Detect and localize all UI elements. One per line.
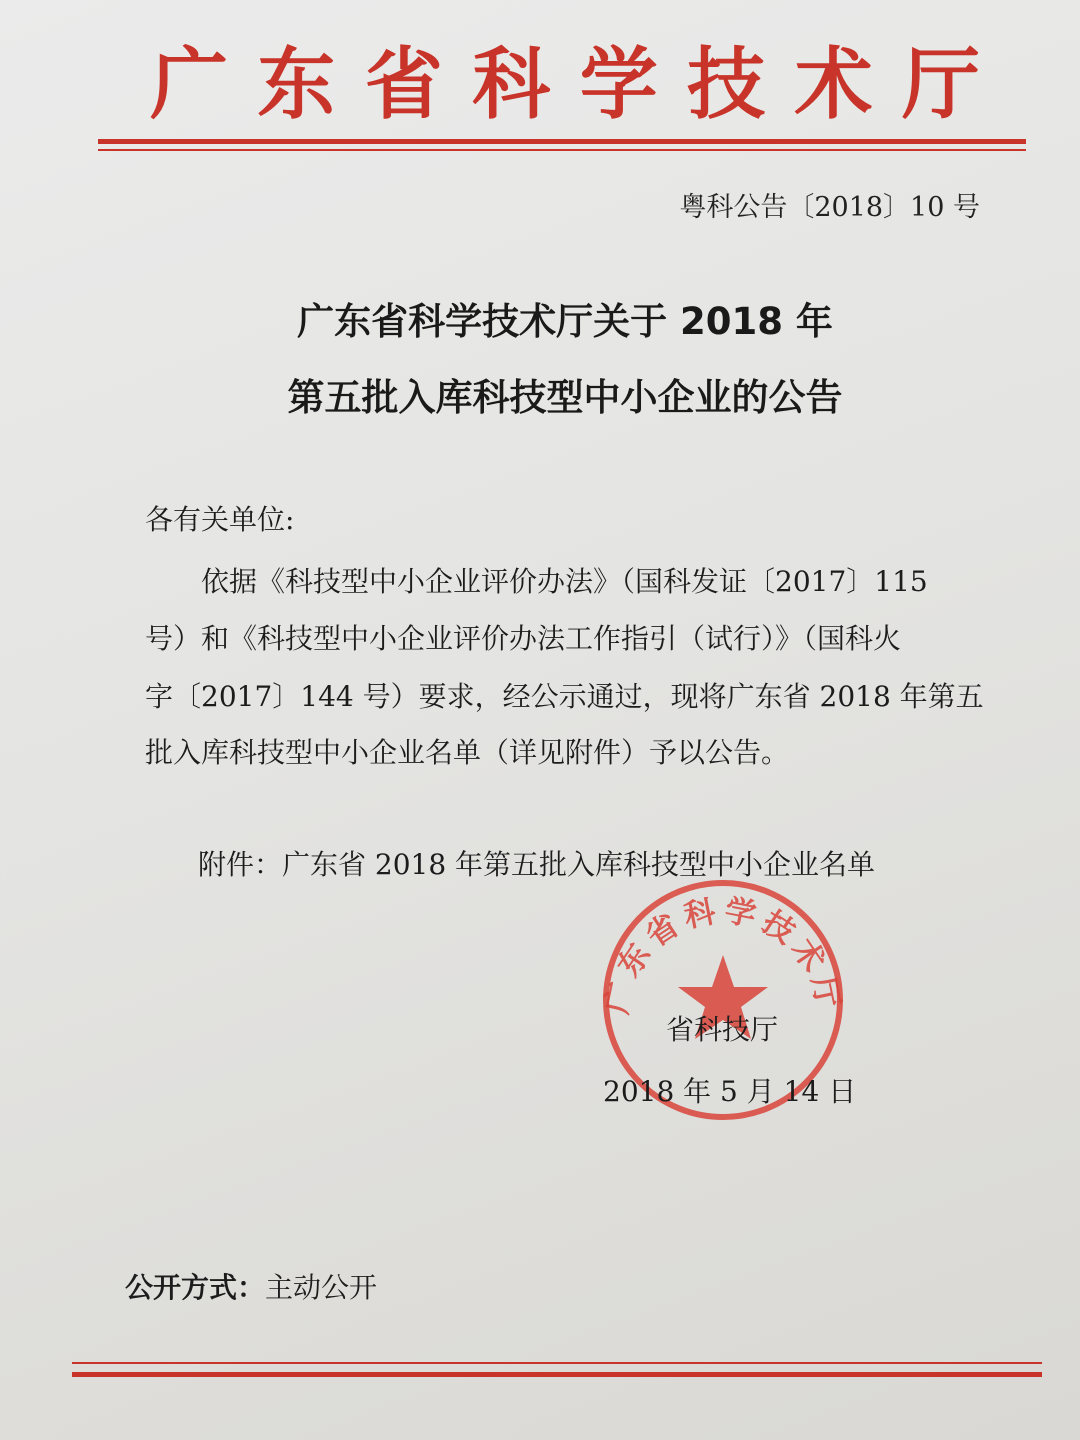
document-title-line1: 广东省科学技术厅关于 2018 年 [297,300,833,343]
masthead-char: 学 [579,40,658,130]
disclosure-value: 主动公开 [265,1271,378,1304]
masthead-char: 东 [257,40,336,130]
salutation: 各有关单位: [145,503,295,536]
document-number: 粤科公告〔2018〕10 号 [679,192,980,223]
document-title-line2: 第五批入库科技型中小企业的公告 [287,376,843,419]
body-line: 号）和《科技型中小企业评价办法工作指引（试行）》（国科火 [145,622,902,655]
masthead-char: 厅 [901,40,980,130]
masthead-char: 术 [794,40,873,130]
masthead [150,40,980,130]
header-rule-thick [98,139,1026,144]
header-rule-thin [98,149,1026,151]
masthead-char: 省 [364,40,443,130]
footer-rule-thin [72,1362,1042,1364]
footer-rule-thick [72,1372,1042,1377]
attachment-line: 附件：广东省 2018 年第五批入库科技型中小企业名单 [198,848,876,881]
body-line: 依据《科技型中小企业评价办法》（国科发证〔2017〕115 [145,565,928,598]
svg-text:广东省科学技术厅: 广东省科学技术厅 [598,892,848,1018]
body-line: 字〔2017〕144 号）要求，经公示通过，现将广东省 2018 年第五 [145,680,984,713]
disclosure-method [125,1268,377,1308]
masthead-char: 技 [687,40,766,130]
body-line: 批入库科技型中小企业名单（详见附件）予以公告。 [145,736,790,769]
signature-date: 2018 年 5 月 14 日 [603,1075,857,1108]
masthead-char: 科 [472,40,551,130]
disclosure-label: 公开方式： [125,1271,266,1304]
masthead-char: 广 [150,40,229,130]
signature-organization: 省科技厅 [666,1013,779,1046]
